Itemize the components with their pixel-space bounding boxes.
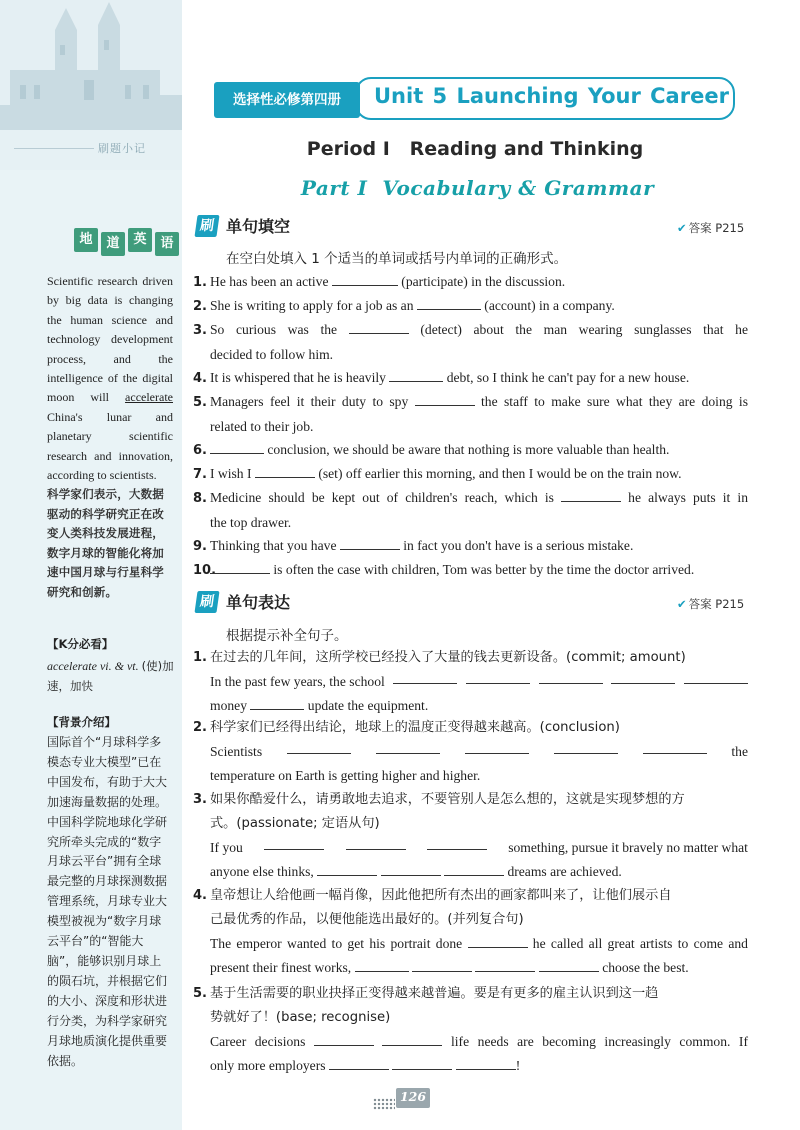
note-label: 刷题小记 [98,142,146,155]
question: 10. is often the case with children, Tom was better by the time the doctor arrived. [193,562,695,578]
section-title: 单句表达 [226,593,291,612]
answer-blank[interactable] [382,1032,442,1046]
answer-blank[interactable] [539,670,603,684]
question: 9. Thinking that you have in fact you don't have is a serious mistake. [193,538,634,554]
answer-blank[interactable] [314,1032,374,1046]
unit-title: Unit 5 Launching Your Career [374,84,729,108]
sidebar-english: Scientific research driven by big data is changing the human science and technology development process, and the intelligence of the digital moon will accelerate China's lunar and planetary scientific research and innovation, according to scientists. [47,274,173,483]
sidebar-reading [47,272,173,602]
answer-blank[interactable] [466,670,530,684]
section-heading [196,590,290,613]
kword-heading: 【K分必看】 [47,637,114,651]
question: 6. conclusion, we should be aware that nothing is more valuable than health. [193,442,670,458]
book-tag: 选择性必修第四册 [214,82,360,118]
part-title: Part I Vocabulary & Grammar [300,176,655,200]
badge-char: 英 [128,228,152,252]
answer-blank[interactable] [412,958,472,972]
note-divider [14,148,94,149]
question: 4. 皇帝想让人给他画一幅肖像，因此他把所有杰出的画家都叫来了，让他们展示自 己最优秀的作品，以便他能选出最好的。(并列复合句) The emperor wanted to get his portrait done he called all great artists to come and present their finest works, choose the best. [193,888,748,975]
answer-reference[interactable]: ✔ 答案 P215 [677,597,745,611]
answer-blank[interactable] [456,1056,516,1070]
question: 1. 在过去的几年间，这所学校已经投入了大量的钱去更新设备。(commit; amount) In the past few years, the school money update the equipment. [193,646,748,718]
instruction: 根据提示补全句子。 [226,628,348,644]
section-heading [196,214,290,237]
question: 3. So curious was the (detect) about the man wearing sunglasses that he decided to follow him. [193,322,749,362]
answer-blank[interactable] [264,836,324,850]
answer-reference[interactable]: ✔ 答案 P215 [677,221,745,235]
answer-blank[interactable] [287,740,351,754]
question: 8. Medicine should be kept out of children's reach, which is he always puts it in the top drawer. [193,490,748,530]
check-icon: ✔ [677,597,687,611]
answer-blank[interactable] [554,740,618,754]
badge-row [74,228,182,256]
question: 7. I wish I (set) off earlier this morning, and then I would be on the train now. [193,466,682,482]
answer-blank[interactable] [355,958,409,972]
brush-icon: 刷 [194,215,219,237]
answer-blank[interactable] [250,696,304,710]
answer-blank[interactable] [210,440,264,454]
question: 4. It is whispered that he is heavily debt, so I think he can't pay for a new house. [193,370,690,386]
question: 2. 科学家们已经得出结论，地球上的温度正变得越来越高。(conclusion) Scientists the temperature on Earth is getting higher and higher. [193,720,748,783]
page-dots [373,1098,395,1110]
brush-icon: 刷 [194,591,219,613]
answer-blank[interactable] [475,958,535,972]
answer-blank[interactable] [329,1056,389,1070]
answer-blank[interactable] [393,670,457,684]
answer-blank[interactable] [389,368,443,382]
background-text: 国际首个“月球科学多模态专业大模型”已在中国发布，有助于大大加速海量数据的处理。中国科学院地球化学研究所牵头完成的“数字月球云平台”拥有全球最完整的月球探测数据管理系统，月球专业大模型被视为“数字月球云平台”的“智能大脑”，能够识别月球上的陨石坑，并根据它们的大小、深度和形状进行分类，为科学家研究月球地质演化提供重要依据。 [47,735,168,1068]
page-number: 126 [399,1089,427,1104]
answer-blank[interactable] [684,670,748,684]
answer-blank[interactable] [468,934,528,948]
answer-blank[interactable] [332,272,398,286]
answer-blank[interactable] [376,740,440,754]
answer-blank[interactable] [381,862,441,876]
question: 5. Managers feel it their duty to spy the staff to make sure what they are doing is related to their job. [193,394,748,434]
answer-blank[interactable] [539,958,599,972]
check-icon: ✔ [677,221,687,235]
sidebar [0,0,182,1130]
question: 5. 基于生活需要的职业抉择正变得越来越普遍。要是有更多的雇主认识到这一趋 势就好了！(base; recognise) Career decisions life needs are becoming increasingly common. If only more employers ! [193,986,748,1073]
answer-blank[interactable] [392,1056,452,1070]
answer-blank[interactable] [417,296,481,310]
badge-char: 道 [101,232,125,256]
answer-blank[interactable] [210,560,270,574]
period-title: Period I Reading and Thinking [306,138,644,160]
question: 3. 如果你酷爱什么，请勇敢地去追求，不要管别人是怎么想的，这就是实现梦想的方 式。(passionate; 定语从句) If you something, pursue it bravely no matter what anyone else thinks, dreams are achieved. [193,792,748,879]
badge-char: 地 [74,228,98,252]
answer-blank[interactable] [255,464,315,478]
badge-char: 语 [155,232,179,256]
building-photo [0,0,182,170]
keyword-accelerate: accelerate [125,390,173,405]
answer-blank[interactable] [349,320,409,334]
answer-blank[interactable] [465,740,529,754]
question: 1. He has been an active (participate) in the discussion. [193,274,566,290]
answer-blank[interactable] [643,740,707,754]
question: 2. She is writing to apply for a job as an (account) in a company. [193,298,615,314]
answer-blank[interactable] [561,488,621,502]
kword-entry: accelerate vi. & vt. (使)加速，加快 [47,659,174,693]
answer-blank[interactable] [346,836,406,850]
background-heading: 【背景介绍】 [47,715,116,729]
answer-blank[interactable] [611,670,675,684]
sidebar-chinese: 科学家们表示，大数据驱动的科学研究正在改变人类科技发展进程，数字月球的智能化将加速中国月球与行星科学研究和创新。 [47,487,164,599]
answer-blank[interactable] [444,862,504,876]
answer-blank[interactable] [415,392,475,406]
answer-blank[interactable] [427,836,487,850]
section-title: 单句填空 [226,217,291,236]
answer-blank[interactable] [317,862,377,876]
instruction: 在空白处填入 1 个适当的单词或括号内单词的正确形式。 [226,251,568,267]
answer-blank[interactable] [340,536,400,550]
